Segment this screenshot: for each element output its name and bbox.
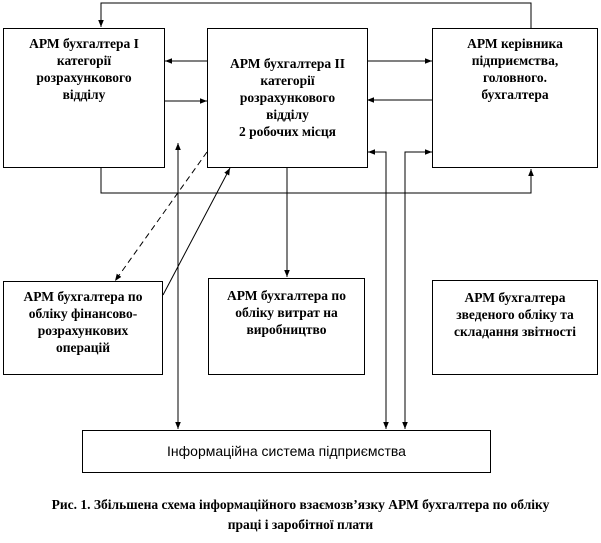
bottom-loop-arrow bbox=[101, 167, 531, 193]
info-system-box bbox=[82, 430, 491, 473]
arm-accountant-ii-label: АРМ бухгалтера ІІ категорії розрахункового відділу 2 робочих місця bbox=[230, 56, 345, 139]
arm-report-box bbox=[432, 280, 598, 375]
info-system-label: Інформаційна система підприємства bbox=[167, 443, 406, 459]
arm-head-box bbox=[432, 28, 598, 168]
arm-cost-label: АРМ бухгалтера по обліку витрат на виробництво bbox=[227, 288, 346, 337]
dashed-arrow-ii-to-fin bbox=[115, 152, 207, 281]
figure-caption: Рис. 1. Збільшена схема інформаційного взаємозв’язку АРМ бухгалтера по обліку праці і заробітної плати bbox=[51, 497, 550, 532]
top-loop-arrow bbox=[101, 3, 531, 28]
arrow-info-ii bbox=[368, 152, 386, 429]
arm-accountant-i-label: АРМ бухгалтера І категорії розрахункового відділу bbox=[29, 36, 139, 102]
arm-report-label: АРМ бухгалтера зведеного обліку та складання звітності bbox=[454, 290, 576, 339]
arrow-fin-to-ii bbox=[163, 168, 230, 295]
arm-head-label: АРМ керівника підприємства, головного. бухгалтера bbox=[467, 36, 563, 102]
arm-cost-box bbox=[208, 278, 365, 375]
arm-finance-box bbox=[3, 281, 163, 375]
arm-accountant-ii-box bbox=[207, 28, 368, 168]
arm-accountant-i-box bbox=[3, 28, 165, 168]
arrow-info-head bbox=[405, 152, 432, 429]
arm-finance-label: АРМ бухгалтера по обліку фінансово- розрахункових операцій bbox=[23, 289, 143, 355]
